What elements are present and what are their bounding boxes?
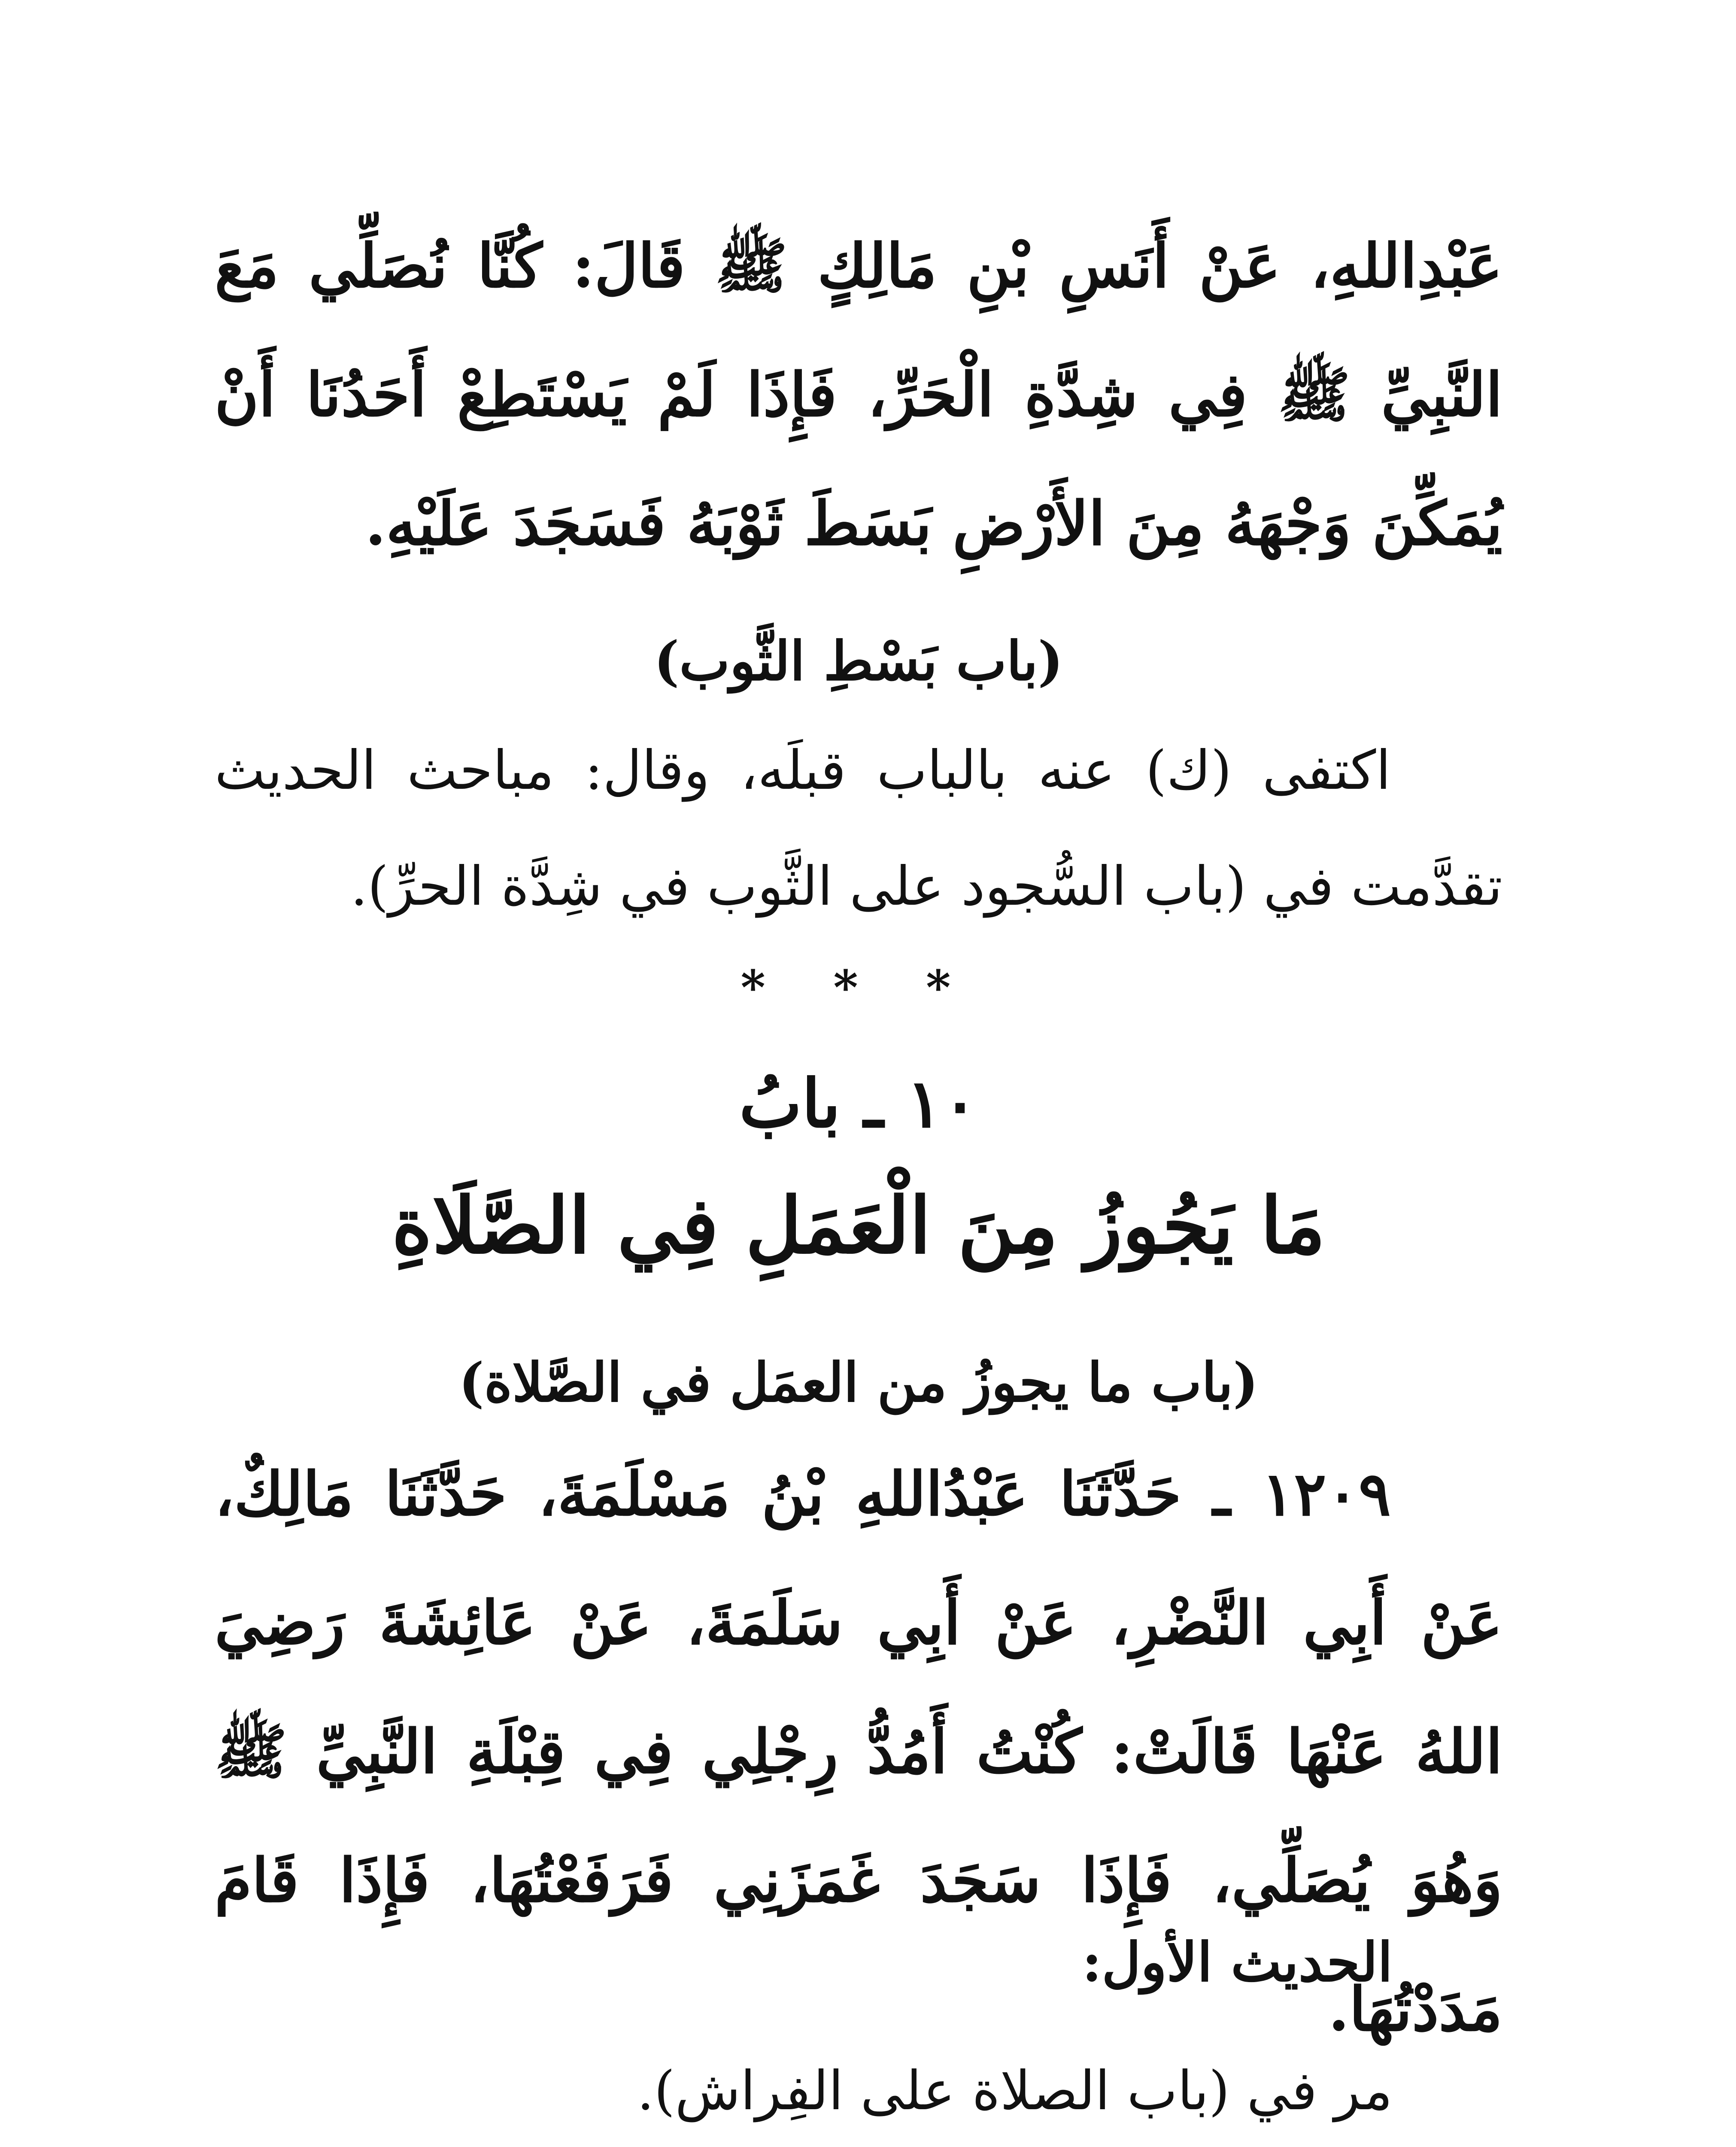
hadith-1209: ١٢٠٩ ـ حَدَّثَنَا عَبْدُاللهِ بْنُ مَسْلَمَةَ، حَدَّثَنَا مَالِكٌ، عَنْ أَبِي النَّضْرِ، عَنْ أَبِي سَلَمَةَ، عَنْ عَائِشَةَ رَضِيَ اللهُ عَنْهَا قَالَتْ: كُنْتُ أَمُدُّ رِجْلِي فِي قِبْلَةِ النَّبِيِّ ﷺ وَهُوَ يُصَلِّي، فَإِذَا سَجَدَ غَمَزَنِي فَرَفَعْتُهَا، فَإِذَا قَامَ مَدَدْتُهَا.: [215, 1459, 1502, 2045]
chapter-number: ١٠ ـ بابُ: [739, 1064, 978, 1143]
section-separator: * * *: [741, 960, 977, 1015]
hadith-continuation: عَبْدِاللهِ، عَنْ أَنَسِ بْنِ مَالِكٍ ﷺ قَالَ: كُنَّا نُصَلِّي مَعَ النَّبِيِّ ﷺ فِي شِدَّةِ الْحَرِّ، فَإِذَا لَمْ يَسْتَطِعْ أَحَدُنَا أَنْ يُمَكِّنَ وَجْهَهُ مِنَ الأَرْضِ بَسَطَ ثَوْبَهُ فَسَجَدَ عَلَيْهِ.: [215, 231, 1502, 559]
commentary-paragraph: اكتفى (ك) عنه بالباب قبلَه، وقال: مباحث الحديث تقدَّمت في (باب السُّجود على الثَّوب في شِدَّة الحرِّ).: [215, 739, 1502, 918]
section-heading-permitted-actions: (باب ما يجوزُ من العمَل في الصَّلاة): [458, 1351, 1259, 1414]
commentary-label: الحديث الأول:: [1082, 1931, 1393, 1994]
chapter-title: مَا يَجُوزُ مِنَ الْعَمَلِ فِي الصَّلَاةِ: [392, 1180, 1326, 1271]
commentary-text: مر في (باب الصلاة على الفِراش).: [637, 2060, 1393, 2122]
section-heading-spreading-garment: (باب بَسْطِ الثَّوب): [654, 630, 1063, 693]
